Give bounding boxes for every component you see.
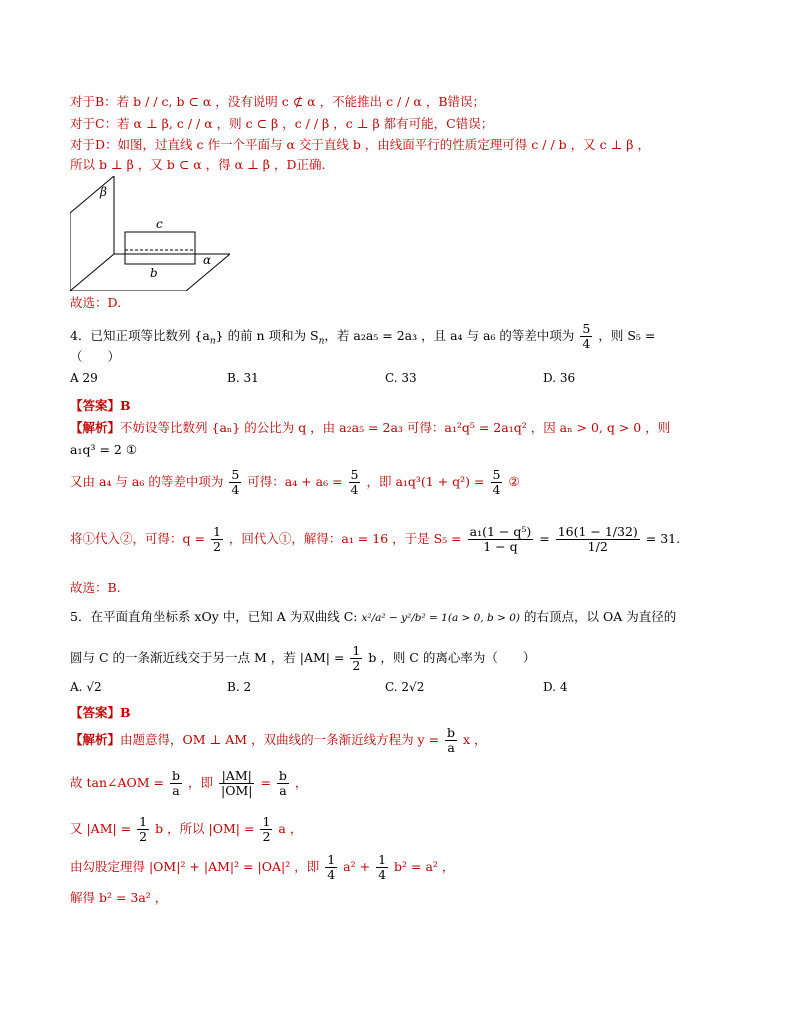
q4-analysis-2: a₁q³ = 2 ①: [70, 442, 138, 457]
choose-q3: 故选：D.: [70, 295, 122, 310]
q4-option-c[interactable]: C. 33: [385, 371, 417, 385]
q4-choose: 故选：B.: [70, 580, 121, 595]
figure-label-b: b: [150, 266, 158, 280]
q5-analysis-2: 故 tan∠AOM = $\frac{b}{a}$ ，即 $\frac{|AM|}{|OM|}$ = $\frac{b}{a}$ ，: [70, 768, 308, 798]
q5-analysis-5: 解得 b² = 3a² ，: [70, 890, 168, 905]
q5-option-a[interactable]: A. √2: [70, 680, 102, 694]
q5-analysis-1: 【解析】由题意得，OM ⊥ AM ，双曲线的一条渐近线方程为 y = $\frac{b}{a}$ x ，: [70, 725, 487, 755]
q5-option-c[interactable]: C. 2√2: [385, 680, 425, 694]
figure-label-beta: β: [100, 185, 107, 199]
q4-option-d[interactable]: D. 36: [543, 371, 576, 385]
figure-label-c: c: [156, 217, 163, 231]
q4-paren: （ ）: [70, 349, 121, 364]
q4-answer: 【答案】B: [70, 398, 131, 413]
q5-stem-1: 5．在平面直角坐标系 xOy 中，已知 A 为双曲线 C: x²/a² − y²/b² = 1(a > 0, b > 0) 的右顶点，以 OA 为直径的: [70, 609, 677, 624]
q5-option-d[interactable]: D. 4: [543, 680, 568, 694]
q4-stem: 4．已知正项等比数列 $\{a_n\}$ 的前 n 项和为 $S_n$，若 a₂a₅ = 2a₃ ，且 a₄ 与 a₆ 的等差中项为 $\frac{5}{4}$ ，则 S₅ =: [70, 321, 656, 351]
q4-analysis-4: 将①代入②，可得：q = $\frac{1}{2}$ ，回代入①，解得：a₁ = 16 ，于是 S₅ = $\frac{\text{a₁(1 − q⁵)}}{1 - q}$ = $\frac{16(1 - 1/32)}{1/2}$ = 31.: [70, 524, 681, 554]
q5-answer: 【答案】B: [70, 705, 131, 720]
q4-option-b[interactable]: B. 31: [227, 371, 259, 385]
q5-analysis-4: 由勾股定理得 |OM|² + |AM|² = |OA|² ，即 $\frac{1}{4}$ a² + $\frac{1}{4}$ b² = a² ，: [70, 852, 455, 882]
figure-label-alpha: α: [203, 253, 212, 267]
q5-option-b[interactable]: B. 2: [227, 680, 252, 694]
q4-option-a[interactable]: A 29: [70, 371, 98, 385]
geometry-figure: [70, 176, 230, 291]
analysis-line-c: 对于C：若 α ⊥ β, c / / α ，则 c ⊂ β ，c / / β ，c ⊥ β 都有可能，C错误；: [70, 116, 494, 131]
q5-stem-2: 圆与 C 的一条渐近线交于另一点 M ，若 |AM| = $\frac{1}{2}$ b ，则 C 的离心率为（ ）: [70, 643, 536, 673]
analysis-line-d2: 所以 b ⊥ β ，又 b ⊂ α ，得 α ⊥ β ，D正确.: [70, 157, 326, 172]
analysis-line-d1: 对于D：如图，过直线 c 作一个平面与 α 交于直线 b ，由线面平行的性质定理可得 c / / b ，又 c ⊥ β ，: [70, 137, 650, 152]
q5-analysis-3: 又 |AM| = $\frac{1}{2}$ b ，所以 |OM| = $\frac{1}{2}$ a ，: [70, 814, 303, 844]
analysis-line-b: 对于B：若 b / / c, b ⊂ α ，没有说明 c ⊄ α ，不能推出 c / / α ，B错误；: [70, 94, 486, 109]
q4-analysis-3: 又由 a₄ 与 a₆ 的等差中项为 $\frac{5}{4}$ 可得：a₄ + a₆ = $\frac{5}{4}$ ，即 a₁q³(1 + q²) = $\frac{5}{4}$ ②: [70, 467, 520, 497]
q4-analysis-1: 【解析】不妨设等比数列 {aₙ} 的公比为 q ，由 a₂a₅ = 2a₃ 可得：a₁²q⁵ = 2a₁q² ，因 aₙ > 0, q > 0 ，则: [70, 420, 671, 435]
